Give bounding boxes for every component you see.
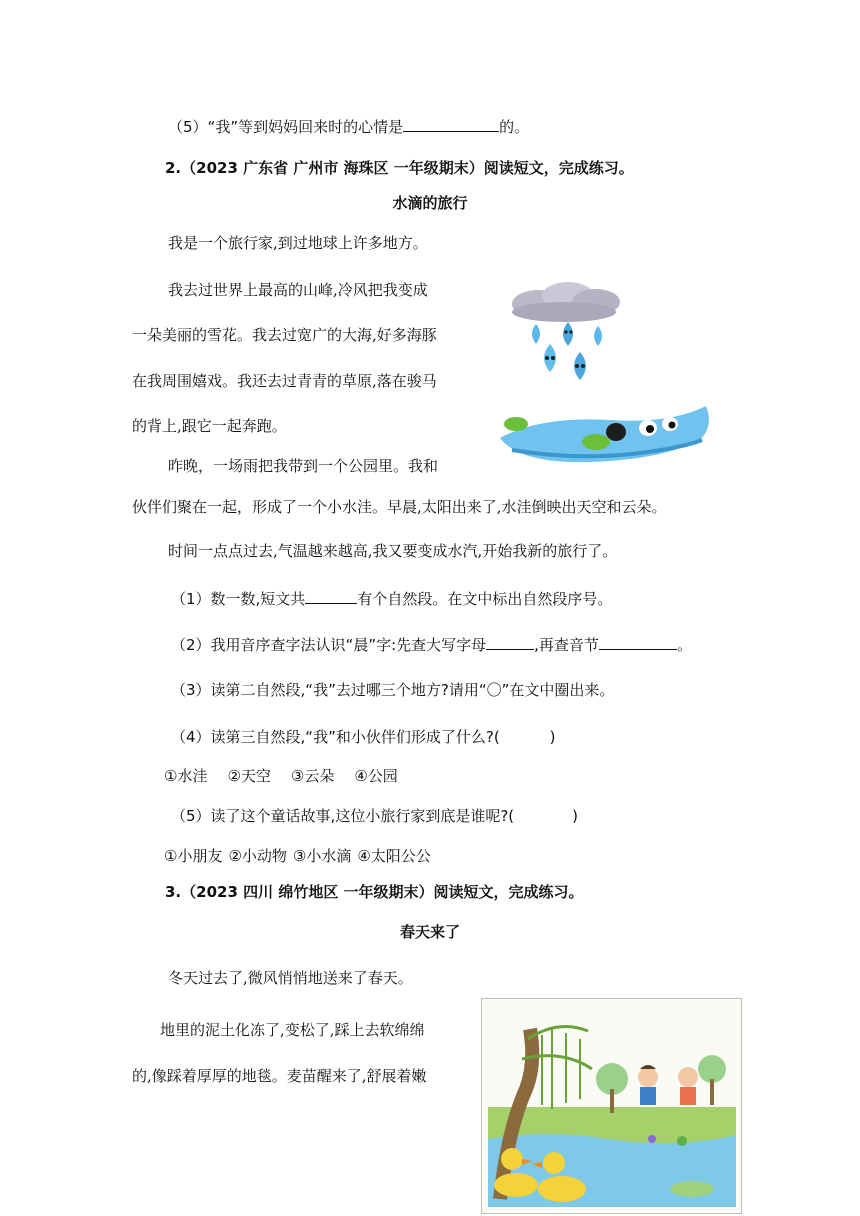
- paragraph-line: 一朵美丽的雪花。我去过宽广的大海,好多海豚: [132, 326, 437, 344]
- paragraph-line: 的,像踩着厚厚的地毯。麦苗醒来了,舒展着嫩: [132, 1067, 427, 1085]
- paragraph-line: 在我周围嬉戏。我还去过青青的草原,落在骏马: [132, 372, 437, 390]
- question-3: （3）读第二自然段,“我”去过哪三个地方?请用“〇”在文中圈出来。: [171, 681, 615, 699]
- option: ③云朵: [290, 767, 335, 785]
- paragraph-line: 地里的泥土化冻了,变松了,踩上去软绵绵: [160, 1021, 425, 1039]
- spring-scene-illustration: [482, 999, 741, 1213]
- question-2: [171, 635, 692, 655]
- q1-prefix: （1）数一数,短文共: [171, 590, 306, 608]
- paragraph-line: 冬天过去了,微风悄悄地送来了春天。: [168, 969, 413, 987]
- option: ③小水滴: [292, 847, 352, 865]
- cloud-raindrops-illustration: [508, 282, 623, 390]
- q4-stem: （4）读第三自然段,“我”和小伙伴们形成了什么?(: [171, 728, 500, 746]
- section-3-title: 春天来了: [399, 923, 460, 941]
- q5-close: ): [572, 807, 578, 825]
- prev-q5-suffix: 的。: [499, 118, 530, 136]
- paragraph-line: 我是一个旅行家,到过地球上许多地方。: [168, 234, 428, 252]
- paragraph-line: 时间一点点过去,气温越来越高,我又要变成水汽,开始我新的旅行了。: [168, 542, 618, 560]
- water-drop-illustration: [492, 398, 718, 470]
- option: ④公园: [354, 767, 398, 785]
- q4-options: [164, 766, 398, 786]
- section-2-title: 水滴的旅行: [392, 194, 468, 212]
- paragraph-line: 昨晚，一场雨把我带到一个公园里。我和: [168, 457, 439, 475]
- q2-suffix: 。: [676, 636, 692, 654]
- answer-blank[interactable]: [305, 589, 357, 604]
- paragraph-line: 的背上,跟它一起奔跑。: [132, 417, 287, 435]
- answer-blank[interactable]: [599, 635, 677, 650]
- paragraph-line: 伙伴们聚在一起，形成了一个小水洼。早晨,太阳出来了,水洼倒映出天空和云朵。: [132, 498, 667, 516]
- q1-suffix: 有个自然段。在文中标出自然段序号。: [357, 590, 613, 608]
- option: ②天空: [227, 767, 271, 785]
- prev-q5-prefix: （5）“我”等到妈妈回来时的心情是: [168, 118, 404, 136]
- question-4: [171, 727, 556, 747]
- option: ②小动物: [228, 847, 287, 865]
- option: ①水洼: [164, 767, 208, 785]
- q2-middle: ,再查音节: [534, 636, 599, 654]
- answer-blank[interactable]: [486, 635, 534, 650]
- option: ④太阳公公: [357, 847, 431, 865]
- option: ①小朋友: [164, 847, 223, 865]
- q5-options: [164, 846, 431, 866]
- question-5: [171, 806, 578, 826]
- section-2-header: 2.（2023 广东省 广州市 海珠区 一年级期末）阅读短文，完成练习。: [165, 159, 634, 177]
- q4-close: ): [549, 728, 556, 746]
- question-1: [171, 589, 612, 609]
- answer-blank[interactable]: [403, 117, 499, 132]
- paragraph-line: 我去过世界上最高的山峰,冷风把我变成: [168, 281, 428, 299]
- q5-stem: （5）读了这个童话故事,这位小旅行家到底是谁呢?(: [171, 807, 515, 825]
- prev-question-5: [168, 117, 529, 137]
- section-3-header: 3.（2023 四川 绵竹地区 一年级期末）阅读短文，完成练习。: [165, 883, 584, 901]
- spring-illustration-frame: [481, 998, 742, 1214]
- q2-prefix: （2）我用音序查字法认识“晨”字:先查大写字母: [171, 636, 487, 654]
